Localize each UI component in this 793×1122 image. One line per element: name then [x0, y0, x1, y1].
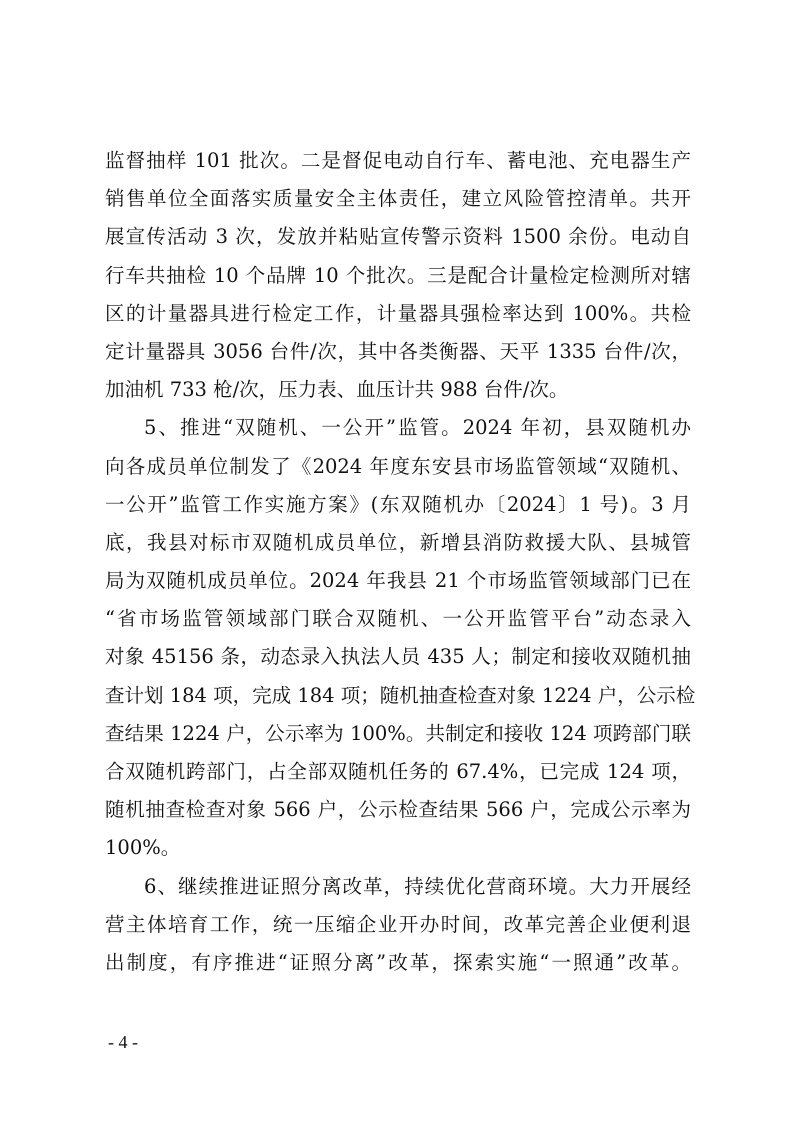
text-line: 合双随机跨部门，占全部双随机任务的 67.4%，已完成 124 项，	[105, 760, 691, 783]
text-line: 底，我县对标市双随机成员单位，新增县消防救援大队、县城管	[105, 530, 691, 554]
text-line: 局为双随机成员单位。2024 年我县 21 个市场监管领域部门已在	[105, 569, 691, 593]
text-line: 对象 45156 条，动态录入执法人员 435 人；制定和接收双随机抽	[105, 645, 691, 669]
text-line: 查结果 1224 户，公示率为 100%。共制定和接收 124 项跨部门联	[105, 721, 691, 745]
body-text	[105, 142, 696, 982]
page-number: - 4 -	[108, 1032, 138, 1052]
text-line: 行车共抽检 10 个品牌 10 个批次。三是配合计量检定检测所对辖	[105, 263, 691, 287]
text-line: 出制度，有序推进“证照分离”改革，探索实施“一照通”改革。	[105, 950, 691, 974]
text-line: 加油机 733 枪/次，压力表、血压计共 988 台件/次。	[105, 378, 569, 402]
text-line: 100%。	[105, 836, 181, 860]
text-line: 区的计量器具进行检定工作，计量器具强检率达到 100%。共检	[105, 301, 691, 325]
text-line: 定计量器具 3056 台件/次，其中各类衡器、天平 1335 台件/次，	[105, 339, 691, 363]
text-line: 监督抽样 101 批次。二是督促电动自行车、蓄电池、充电器生产	[105, 149, 691, 172]
text-line: 销售单位全面落实质量安全主体责任，建立风险管控清单。共开	[105, 187, 691, 211]
text-line: 营主体培育工作，统一压缩企业开办时间，改革完善企业便利退	[105, 912, 691, 936]
text-line: 展宣传活动 3 次，发放并粘贴宣传警示资料 1500 余份。电动自	[105, 225, 691, 249]
text-line: 随机抽查检查对象 566 户，公示检查结果 566 户，完成公示率为	[105, 798, 691, 822]
paragraph-6-heading-line: 6、继续推进证照分离改革，持续优化营商环境。大力开展经	[144, 874, 691, 898]
text-line: 向各成员单位制发了《2024 年度东安县市场监管领域“双随机、	[105, 454, 691, 478]
text-line: “省市场监管领域部门联合双随机、一公开监管平台”动态录入	[105, 607, 691, 631]
text-line: 一公开”监管工作实施方案》(东双随机办〔2024〕1 号)。3 月	[105, 492, 691, 516]
paragraph-5-heading-line: 5、推进“双随机、一公开”监管。2024 年初，县双随机办	[144, 416, 691, 440]
text-line: 查计划 184 项，完成 184 项；随机抽查检查对象 1224 户，公示检	[105, 683, 696, 707]
